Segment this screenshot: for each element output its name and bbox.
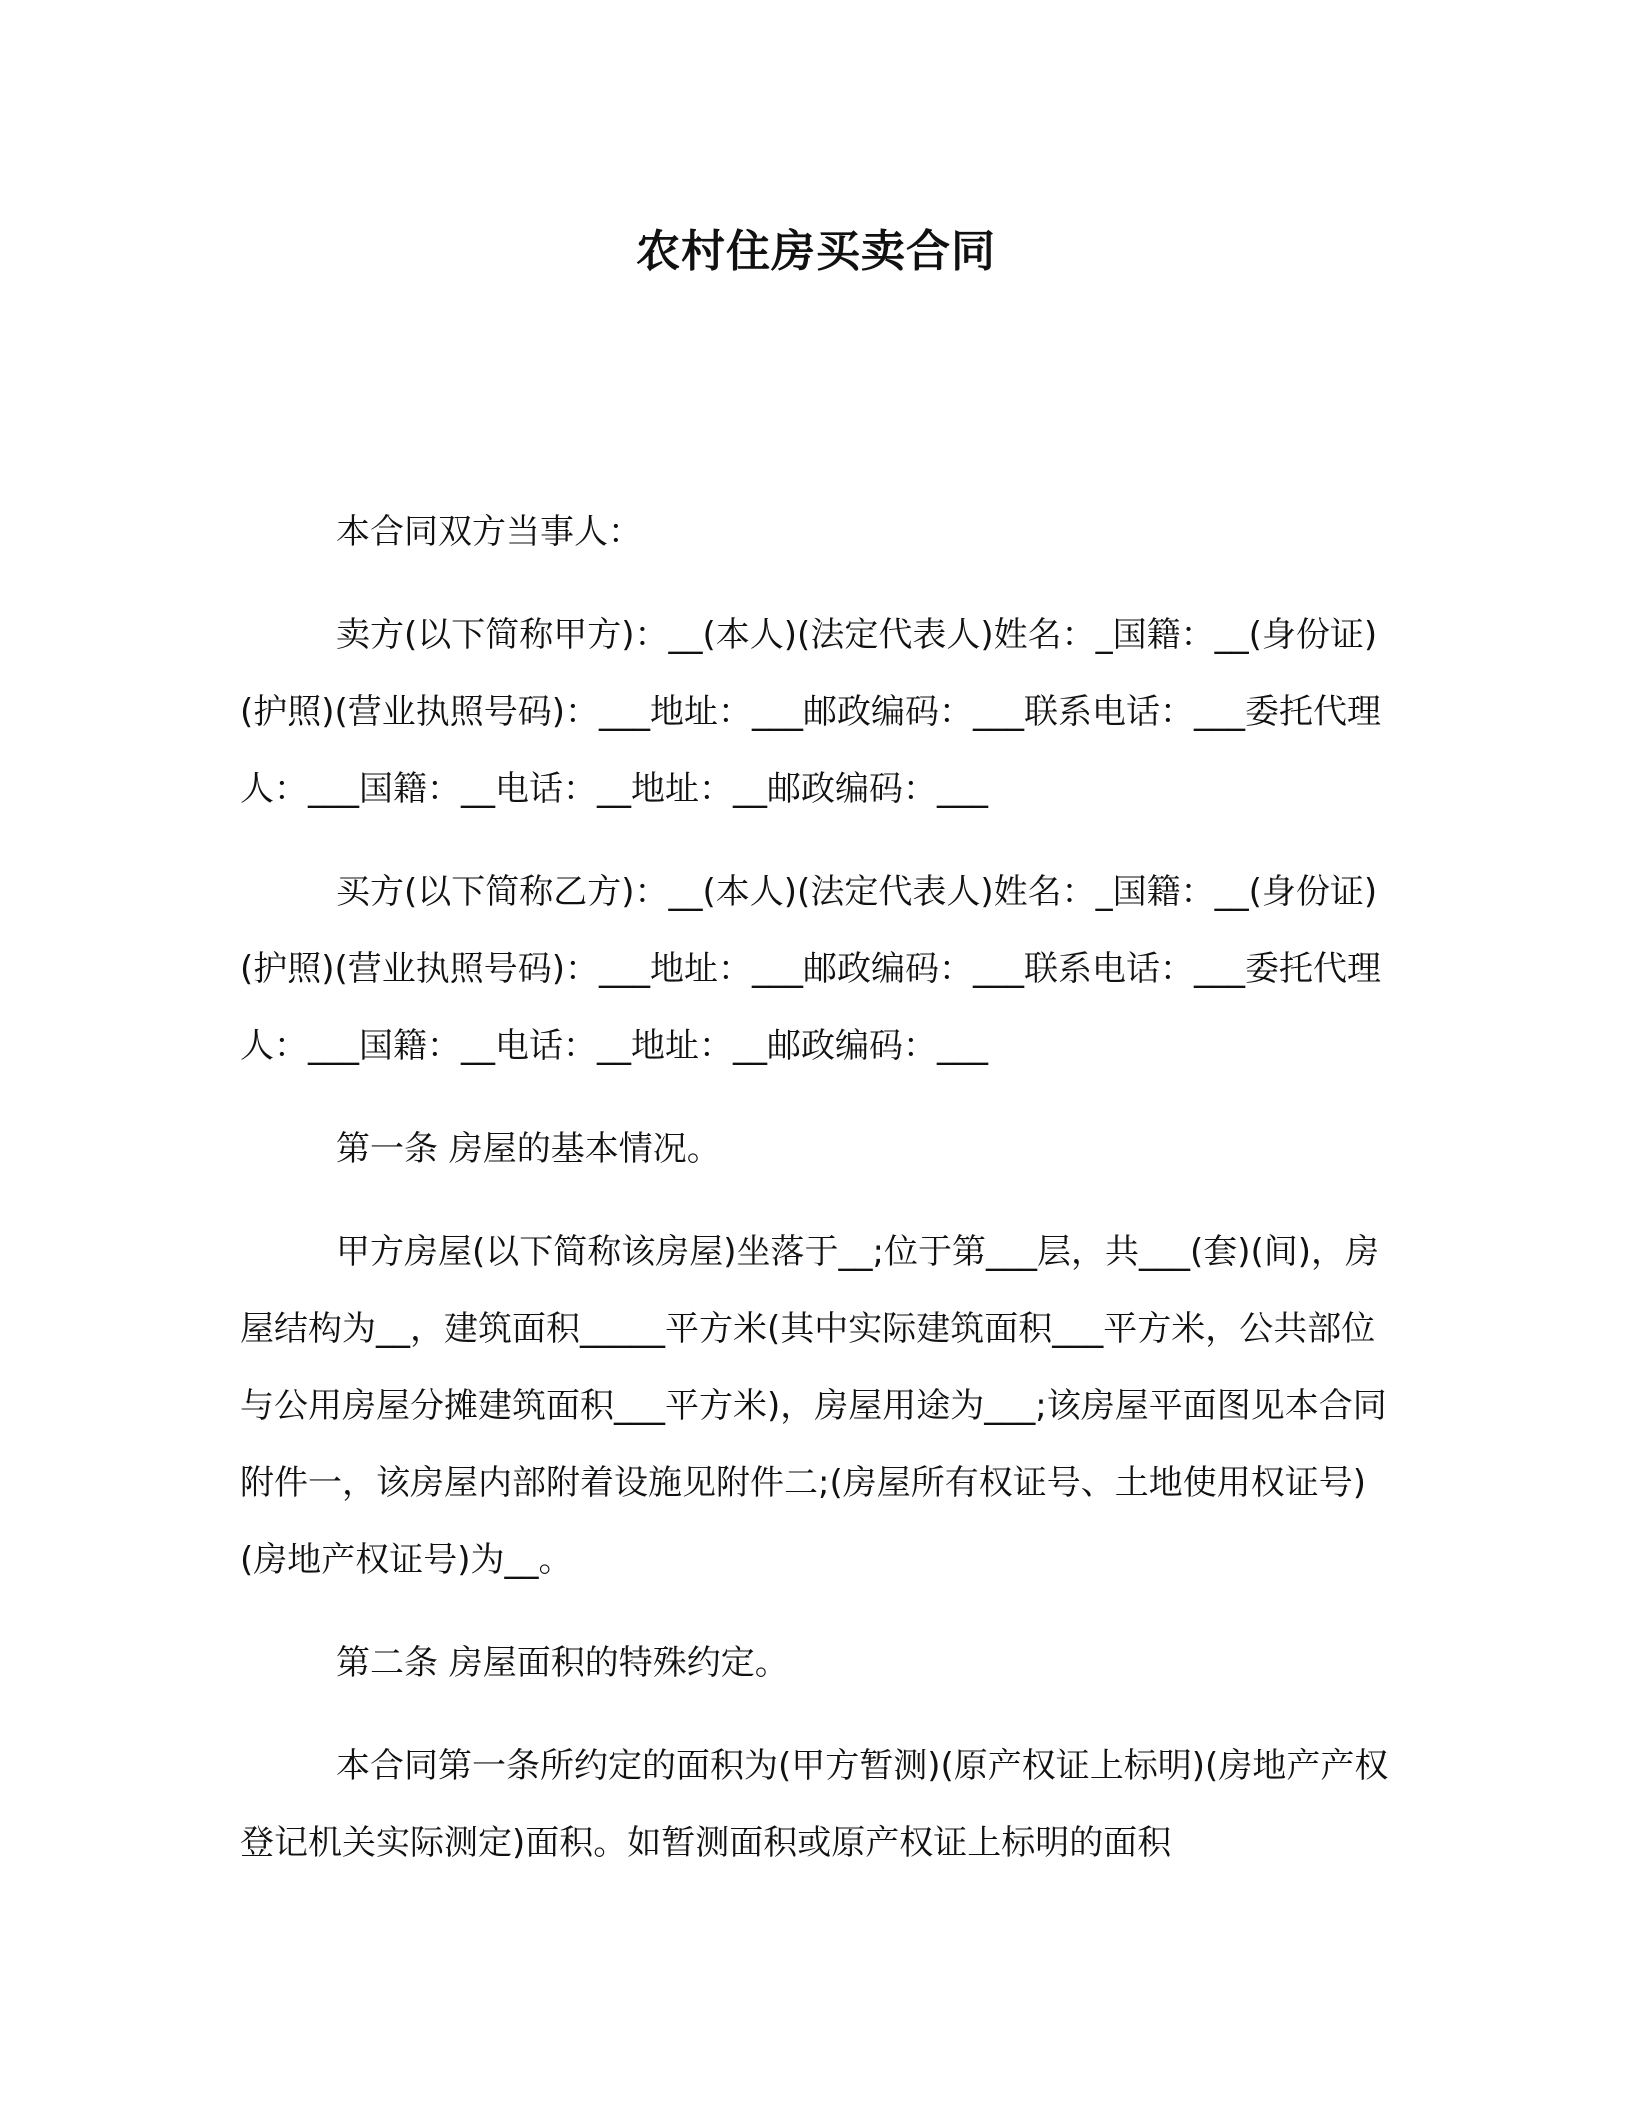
article-2-body-paragraph: 本合同第一条所约定的面积为(甲方暂测)(原产权证上标明)(房地产产权登记机关实际测定)面积。如暂测面积或原产权证上标明的面积	[240, 1746, 1389, 1863]
buyer-info-paragraph: 买方(以下简称乙方)：__(本人)(法定代表人)姓名：_国籍：__(身份证)(护照)(营业执照号码)：___地址：___邮政编码：___联系电话：___委托代理人：___国籍：__电话：__地址：__邮政编码：___	[240, 872, 1382, 1066]
article-2-heading: 第二条 房屋面积的特殊约定。	[336, 1643, 789, 1683]
parties-intro-paragraph: 本合同双方当事人：	[336, 512, 642, 552]
seller-info-paragraph: 卖方(以下简称甲方)：__(本人)(法定代表人)姓名：_国籍：__(身份证)(护照)(营业执照号码)：___地址：___邮政编码：___联系电话：___委托代理人：___国籍：__电话：__地址：__邮政编码：___	[240, 615, 1382, 809]
article-1-heading: 第一条 房屋的基本情况。	[336, 1129, 721, 1169]
document-title: 农村住房买卖合同	[636, 226, 996, 277]
document-body	[240, 494, 1406, 1908]
article-1-body-paragraph: 甲方房屋(以下简称该房屋)坐落于__;位于第___层，共___(套)(间)，房屋结构为__，建筑面积_____平方米(其中实际建筑面积___平方米，公共部位与公用房屋分摊建筑面积___平方米)，房屋用途为___;该房屋平面图见本合同附件一，该房屋内部附着设施见附件二;(房屋所有权证号、土地使用权证号)(房地产权证号)为__。	[240, 1232, 1387, 1580]
